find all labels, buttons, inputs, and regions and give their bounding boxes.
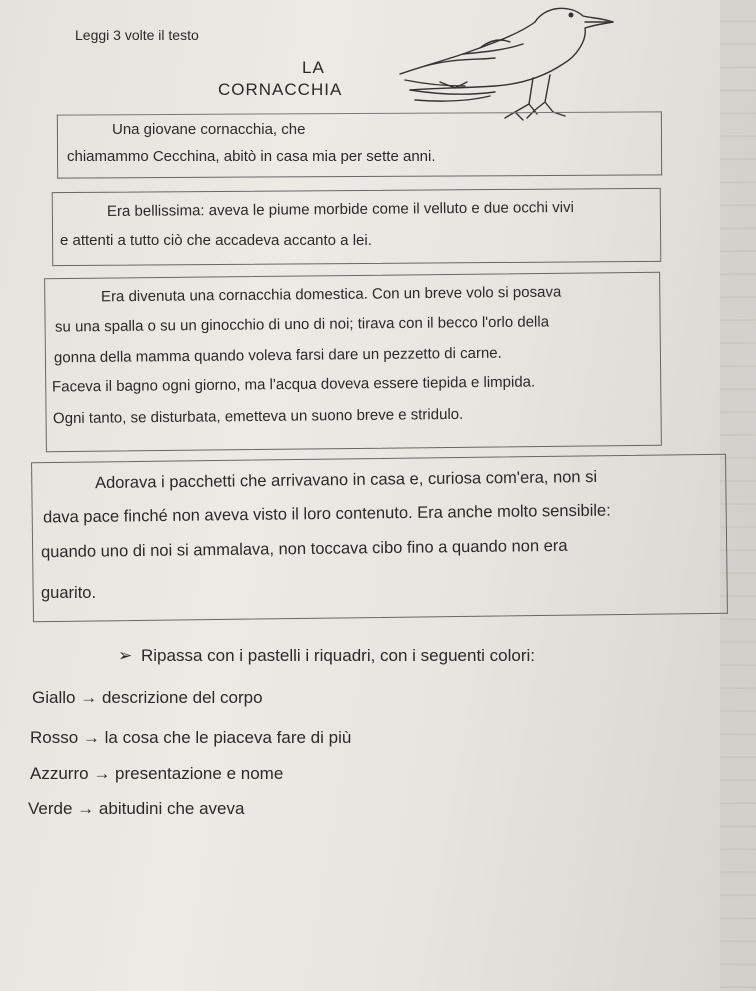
legend-item-giallo [32,688,263,708]
legend-meaning: presentazione e nome [115,764,284,783]
p2-line-2: e attenti a tutto ciò che accadeva accanto a lei. [60,232,372,249]
p3-line-4: Faceva il bagno ogni giorno, ma l'acqua doveva essere tiepida e limpida. [51,373,536,396]
p4-line-2: dava pace finché non aveva visto il loro contenuto. Era anche molto sensibile: [42,501,611,527]
p3-line-3: gonna della mamma quando voleva farsi dare un pezzetto di carne. [53,344,502,367]
p3-line-5: Ogni tanto, se disturbata, emetteva un suono breve e stridulo. [52,405,464,428]
p4-line-1: Adorava i pacchetti che arrivavano in casa e, curiosa com'era, non si [94,467,598,493]
legend-item-rosso [30,728,351,748]
arrow-icon: → [93,764,111,783]
legend-color: Rosso [30,728,79,747]
task-instruction: Ripassa con i pastelli i riquadri, con i seguenti colori: [141,646,536,665]
p1-line-1: Una giovane cornacchia, che [112,121,306,138]
legend-color: Azzurro [30,764,89,783]
arrow-icon: → [80,688,98,707]
p3-line-1: Era divenuta una cornacchia domestica. Con un breve volo si posava [100,283,562,306]
p4-line-3: quando uno di noi si ammalava, non toccava cibo fino a quando non era [40,536,568,562]
legend-meaning: la cosa che le piaceva fare di più [104,728,352,747]
legend-item-azzurro [30,764,283,784]
reading-instruction: Leggi 3 volte il testo [75,27,199,43]
legend-color: Giallo [32,688,76,707]
legend-meaning: abitudini che aveva [98,799,245,818]
task-bullet-icon: ➢ [118,646,133,665]
legend-color: Verde [28,799,73,818]
arrow-icon: → [77,799,95,818]
p3-line-2: su una spalla o su un ginocchio di uno di noi; tirava con il becco l'orlo della [54,313,550,336]
arrow-icon: → [82,728,100,747]
p2-line-1: Era bellissima: aveva le piume morbide come il velluto e due occhi vivi [106,198,574,221]
title-line-2: CORNACCHIA [218,80,343,99]
title-line-1: LA [302,58,325,77]
p4-line-4: guarito. [41,584,97,602]
legend-item-verde [28,799,244,819]
p1-line-2: chiamammo Cecchina, abitò in casa mia per sette anni. [67,148,436,165]
legend-meaning: descrizione del corpo [101,688,263,707]
